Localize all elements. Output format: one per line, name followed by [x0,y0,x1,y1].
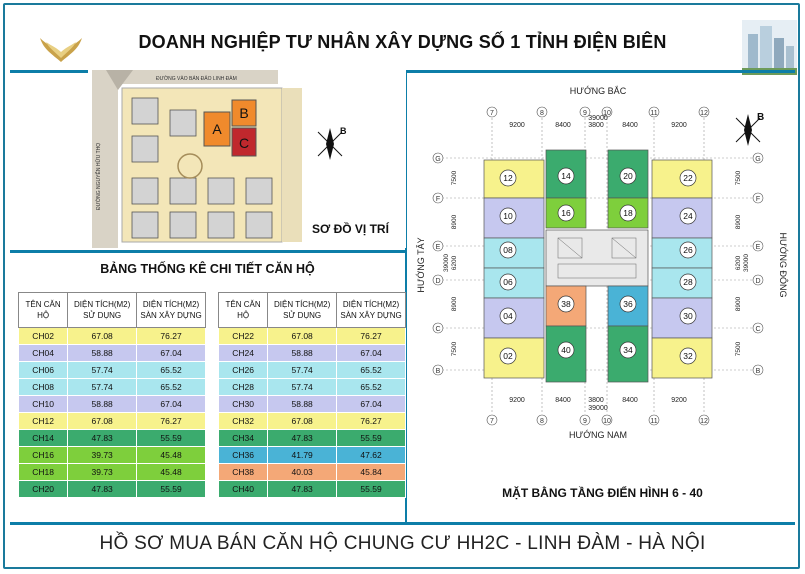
road-top-label: ĐƯỜNG VÀO BÁN ĐẢO LINH ĐÀM [156,76,237,82]
dim-right-5: 7500 [735,341,742,357]
table-cell-used: 40.03 [268,464,337,481]
unit-04: 04 [503,311,513,321]
table-cell-name: CH40 [219,481,268,498]
table-cell-built: 65.52 [137,379,206,396]
table-cell-name: CH08 [19,379,68,396]
header [10,10,795,70]
col-built: DIỆN TÍCH(M2) SÀN XÂY DỰNG [337,293,406,328]
table-cell-name: CH14 [19,430,68,447]
table-cell-built: 45.48 [137,464,206,481]
dim-bottom-1: 9200 [509,397,525,404]
table-cell-used: 47.83 [268,481,337,498]
table-cell-name: CH28 [219,379,268,396]
dim-right-4: 8900 [735,296,742,312]
axis-g-right: G [755,156,761,163]
apartment-table-right [218,292,406,498]
table-cell-name: CH18 [19,464,68,481]
axis-7-bottom: 7 [490,418,494,425]
axis-9-bottom: 9 [583,418,587,425]
dim-left-4: 8900 [451,296,458,312]
table-cell-built: 67.04 [337,396,406,413]
table-cell-built: 55.59 [137,430,206,447]
dim-left-3: 6200 [451,255,458,271]
table-row [219,481,406,498]
axis-11-top: 11 [650,110,658,117]
table-cell-used: 47.83 [268,430,337,447]
table-cell-name: CH24 [219,345,268,362]
axis-10-top: 10 [603,110,611,117]
compass-label: B [340,126,347,136]
table-cell-built: 45.84 [337,464,406,481]
site-map-caption: SƠ ĐỒ VỊ TRÍ [312,222,389,236]
block-a-label: A [212,121,222,137]
table-cell-used: 58.88 [268,345,337,362]
table-row [219,396,406,413]
table-row [219,345,406,362]
table-cell-built: 76.27 [337,328,406,345]
axis-b-right: B [755,368,761,375]
table-row [19,328,206,345]
table-cell-name: CH16 [19,447,68,464]
plan-compass-label: B [757,112,765,123]
plan-compass-icon [736,112,764,146]
dim-right-1: 7500 [735,170,742,186]
table-cell-used: 39.73 [68,447,137,464]
building-icon [742,20,797,75]
dim-bottom-3: 3800 [588,397,604,404]
table-cell-used: 57.74 [268,379,337,396]
table-cell-built: 67.04 [137,396,206,413]
unit-12: 12 [503,173,513,183]
unit-30: 30 [683,311,693,321]
col-name: TÊN CĂN HỘ [19,293,68,328]
table-cell-name: CH22 [219,328,268,345]
table-cell-name: CH30 [219,396,268,413]
dim-top-total: 39000 [588,115,608,122]
unit-34: 34 [623,345,633,355]
road-left-label: ĐƯỜNG NGUYỄN HỮU THỌ [96,142,102,210]
unit-02: 02 [503,351,513,361]
floor-plan-caption: MẶT BẰNG TẦNG ĐIỂN HÌNH 6 - 40 [502,486,703,500]
dim-left-5: 7500 [451,341,458,357]
table-cell-used: 57.74 [68,362,137,379]
dim-left-2: 8900 [451,214,458,230]
unit-32: 32 [683,351,693,361]
unit-22: 22 [683,173,693,183]
table-cell-used: 58.88 [68,345,137,362]
table-cell-built: 45.48 [137,447,206,464]
table-row [219,447,406,464]
table-cell-built: 65.52 [337,362,406,379]
block-c-label: C [238,135,250,151]
table-cell-built: 76.27 [337,413,406,430]
west-label: HƯỚNG TÂY [416,237,426,293]
axis-e-right: E [755,244,761,251]
dim-top-1: 9200 [509,122,525,129]
unit-24: 24 [683,211,693,221]
dim-bottom-5: 9200 [671,397,687,404]
table-cell-used: 67.08 [68,413,137,430]
unit-28: 28 [683,277,693,287]
table-cell-used: 67.08 [268,328,337,345]
table-cell-built: 67.04 [337,345,406,362]
table-cell-used: 67.08 [268,413,337,430]
table-cell-name: CH06 [19,362,68,379]
dim-right-2: 8900 [735,214,742,230]
table-row [19,396,206,413]
table-cell-name: CH34 [219,430,268,447]
unit-36: 36 [623,299,633,309]
table-row [19,481,206,498]
col-name: TÊN CĂN HỘ [219,293,268,328]
table-cell-name: CH20 [19,481,68,498]
axis-f-left: F [435,196,441,203]
axis-12-bottom: 12 [700,418,708,425]
table-cell-used: 47.83 [68,430,137,447]
dim-left-total: 39000 [443,253,450,273]
table-cell-built: 55.59 [337,430,406,447]
axis-g-left: G [435,156,441,163]
table-title: BẢNG THỐNG KÊ CHI TIẾT CĂN HỘ [100,262,315,276]
unit-10: 10 [503,211,513,221]
table-row [19,345,206,362]
axis-e-left: E [435,244,441,251]
east-label: HƯỚNG ĐÔNG [778,232,788,298]
table-row [219,328,406,345]
table-row [219,430,406,447]
table-row [19,379,206,396]
unit-08: 08 [503,245,513,255]
axis-8-bottom: 8 [540,418,544,425]
col-built: DIỆN TÍCH(M2) SÀN XÂY DỰNG [137,293,206,328]
axis-10-bottom: 10 [603,418,611,425]
table-cell-used: 57.74 [268,362,337,379]
table-cell-name: CH38 [219,464,268,481]
unit-40: 40 [561,345,571,355]
table-row [219,379,406,396]
dim-left-1: 7500 [451,170,458,186]
table-cell-built: 47.62 [337,447,406,464]
block-b-label: B [239,105,249,121]
unit-06: 06 [503,277,513,287]
north-label: HƯỚNG BẮC [569,86,627,96]
table-row [19,362,206,379]
unit-16: 16 [561,208,571,218]
table-row [19,430,206,447]
table-cell-built: 65.52 [137,362,206,379]
table-cell-built: 67.04 [137,345,206,362]
table-row [19,464,206,481]
table-cell-used: 58.88 [68,396,137,413]
floor-plan [408,80,798,440]
table-row [19,413,206,430]
table-row [219,362,406,379]
dim-bottom-total: 39000 [588,405,608,412]
table-cell-name: CH12 [19,413,68,430]
axis-11-bottom: 11 [650,418,658,425]
dim-top-5: 9200 [671,122,687,129]
col-used: DIỆN TÍCH(M2) SỬ DỤNG [68,293,137,328]
unit-14: 14 [561,171,571,181]
col-used: DIỆN TÍCH(M2) SỬ DỤNG [268,293,337,328]
table-cell-name: CH36 [219,447,268,464]
dim-bottom-2: 8400 [555,397,571,404]
footer-text: HỒ SƠ MUA BÁN CĂN HỘ CHUNG CƯ HH2C - LINH ĐÀM - HÀ NỘI [99,533,706,554]
table-row [19,447,206,464]
table-cell-used: 58.88 [268,396,337,413]
table-cell-used: 47.83 [68,481,137,498]
table-cell-used: 57.74 [68,379,137,396]
table-cell-built: 65.52 [337,379,406,396]
page-title: DOANH NGHIỆP TƯ NHÂN XÂY DỰNG SỐ 1 TỈNH ĐIỆN BIÊN [138,32,667,52]
table-cell-name: CH10 [19,396,68,413]
axis-8-top: 8 [540,110,544,117]
table-cell-name: CH32 [219,413,268,430]
dim-top-3: 3800 [588,122,604,129]
table-cell-built: 55.59 [337,481,406,498]
unit-26: 26 [683,245,693,255]
axis-7-top: 7 [490,110,494,117]
table-cell-used: 41.79 [268,447,337,464]
unit-18: 18 [623,208,633,218]
table-row [219,413,406,430]
table-cell-built: 76.27 [137,413,206,430]
axis-c-left: C [435,326,441,333]
unit-38: 38 [561,299,571,309]
table-cell-built: 55.59 [137,481,206,498]
axis-d-right: D [755,278,761,285]
dim-bottom-4: 8400 [622,397,638,404]
apartment-table-left [18,292,206,498]
table-cell-built: 76.27 [137,328,206,345]
axis-b-left: B [435,368,441,375]
axis-9-top: 9 [583,110,587,117]
table-cell-name: CH04 [19,345,68,362]
left-divider [10,250,405,253]
axis-d-left: D [435,278,441,285]
unit-20: 20 [623,171,633,181]
axis-c-right: C [755,326,761,333]
table-cell-used: 67.08 [68,328,137,345]
footer-divider [10,522,795,525]
table-row [219,464,406,481]
axis-f-right: F [755,196,761,203]
table-cell-name: CH02 [19,328,68,345]
table-cell-name: CH26 [219,362,268,379]
dim-right-3: 6200 [735,255,742,271]
south-label: HƯỚNG NAM [569,430,627,440]
dim-top-4: 8400 [622,122,638,129]
floor-plan-drawing [408,80,798,440]
axis-12-top: 12 [700,110,708,117]
dim-right-total: 39000 [743,253,750,273]
dim-top-2: 8400 [555,122,571,129]
table-cell-used: 39.73 [68,464,137,481]
